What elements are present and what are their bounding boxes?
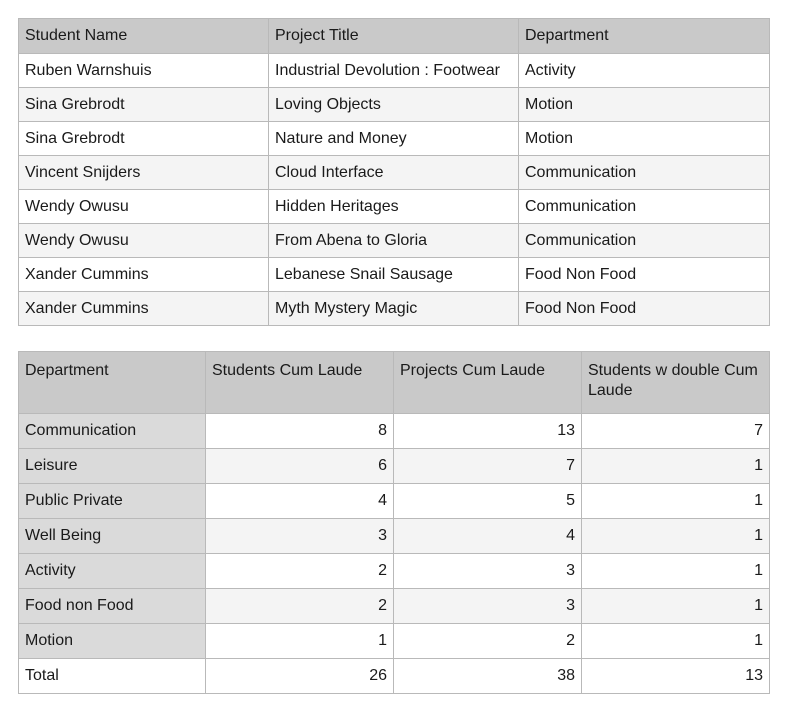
department-cell: Communication [19,414,206,449]
project-title-cell: Nature and Money [269,122,519,156]
projects-cum-laude-cell: 13 [394,414,582,449]
department-cell: Food Non Food [519,292,770,326]
student-name-cell: Xander Cummins [19,292,269,326]
project-title-cell: Loving Objects [269,88,519,122]
table-row [19,156,770,190]
projects-table [18,18,770,326]
students-double-cum-laude-cell: 1 [582,624,770,659]
students-cum-laude-cell: 8 [206,414,394,449]
total-students-double-cum-laude: 13 [582,659,770,694]
header-students-cum-laude: Students Cum Laude [206,352,394,414]
header-projects-cum-laude: Projects Cum Laude [394,352,582,414]
table-row [19,122,770,156]
students-double-cum-laude-cell: 1 [582,589,770,624]
student-name-cell: Wendy Owusu [19,224,269,258]
students-double-cum-laude-cell: 7 [582,414,770,449]
project-title-cell: Lebanese Snail Sausage [269,258,519,292]
projects-cum-laude-cell: 7 [394,449,582,484]
department-cell: Public Private [19,484,206,519]
table-row [19,224,770,258]
header-department: Department [519,19,770,54]
department-cell: Well Being [19,519,206,554]
department-cell: Food non Food [19,589,206,624]
header-department: Department [19,352,206,414]
projects-cum-laude-cell: 2 [394,624,582,659]
header-student-name: Student Name [19,19,269,54]
students-double-cum-laude-cell: 1 [582,519,770,554]
projects-cum-laude-cell: 3 [394,589,582,624]
department-cell: Food Non Food [519,258,770,292]
department-cell: Motion [519,122,770,156]
project-title-cell: Hidden Heritages [269,190,519,224]
students-cum-laude-cell: 6 [206,449,394,484]
students-double-cum-laude-cell: 1 [582,484,770,519]
department-cell: Motion [519,88,770,122]
students-cum-laude-cell: 4 [206,484,394,519]
project-title-cell: Industrial Devolution : Footwear [269,54,519,88]
students-cum-laude-cell: 3 [206,519,394,554]
project-title-cell: Myth Mystery Magic [269,292,519,326]
header-students-double-cum-laude: Students w double Cum Laude [582,352,770,414]
table-row [19,554,770,589]
total-projects-cum-laude: 38 [394,659,582,694]
projects-cum-laude-cell: 4 [394,519,582,554]
department-cell: Motion [19,624,206,659]
projects-header-row [19,19,770,54]
summary-header-row [19,352,770,414]
project-title-cell: From Abena to Gloria [269,224,519,258]
department-cell: Leisure [19,449,206,484]
total-label: Total [19,659,206,694]
department-summary-table [18,351,770,694]
table-row [19,258,770,292]
department-cell: Communication [519,224,770,258]
header-project-title: Project Title [269,19,519,54]
table-row [19,589,770,624]
project-title-cell: Cloud Interface [269,156,519,190]
students-cum-laude-cell: 2 [206,554,394,589]
student-name-cell: Wendy Owusu [19,190,269,224]
projects-cum-laude-cell: 5 [394,484,582,519]
student-name-cell: Ruben Warnshuis [19,54,269,88]
total-row [19,659,770,694]
students-cum-laude-cell: 2 [206,589,394,624]
table-row [19,484,770,519]
department-cell: Communication [519,156,770,190]
department-cell: Communication [519,190,770,224]
students-double-cum-laude-cell: 1 [582,449,770,484]
student-name-cell: Sina Grebrodt [19,88,269,122]
total-students-cum-laude: 26 [206,659,394,694]
department-cell: Activity [19,554,206,589]
table-row [19,624,770,659]
table-row [19,54,770,88]
table-row [19,449,770,484]
table-row [19,88,770,122]
department-cell: Activity [519,54,770,88]
table-row [19,292,770,326]
table-row [19,190,770,224]
table-row [19,519,770,554]
students-double-cum-laude-cell: 1 [582,554,770,589]
student-name-cell: Vincent Snijders [19,156,269,190]
student-name-cell: Sina Grebrodt [19,122,269,156]
students-cum-laude-cell: 1 [206,624,394,659]
table-row [19,414,770,449]
student-name-cell: Xander Cummins [19,258,269,292]
projects-cum-laude-cell: 3 [394,554,582,589]
